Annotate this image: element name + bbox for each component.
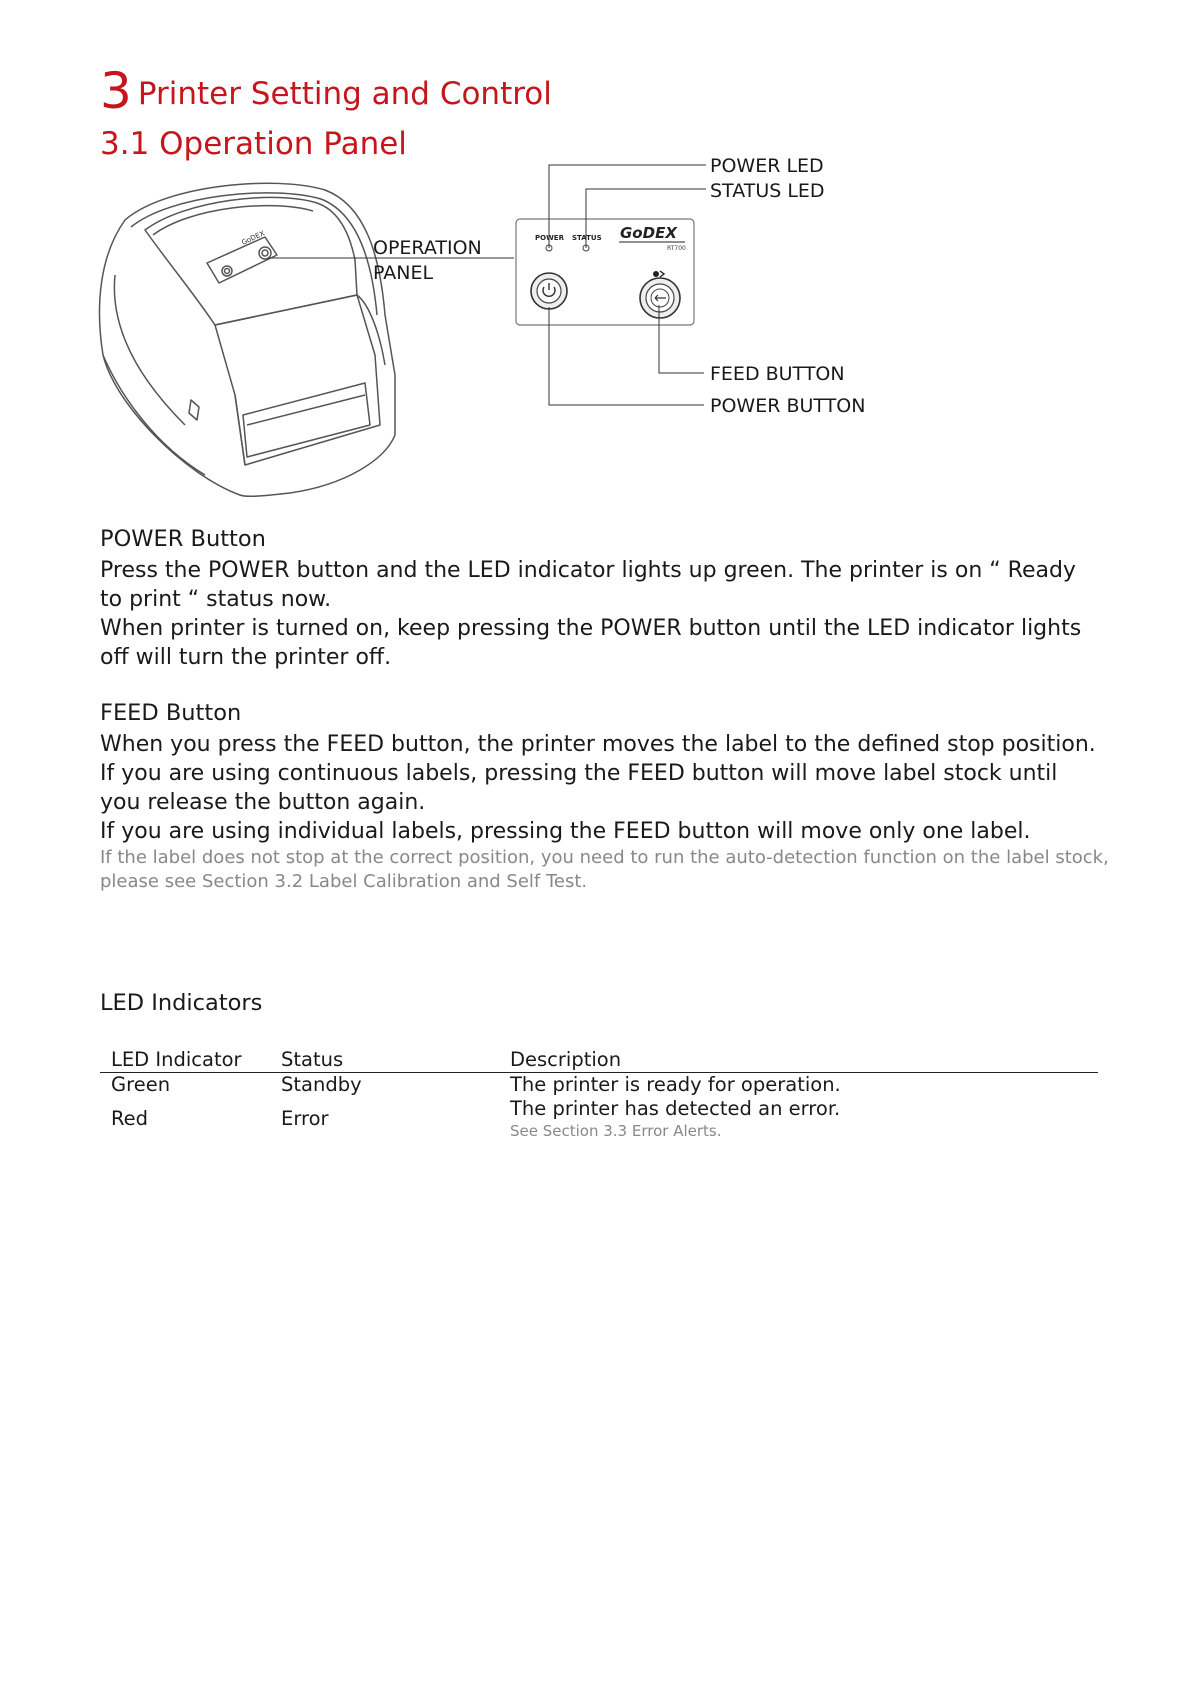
power-button-heading: POWER Button: [100, 526, 266, 552]
power-button-paragraph: When printer is turned on, keep pressing the POWER button until the LED indicator lights off will turn the printer off.: [100, 616, 1082, 670]
table-row-green-indicator: Green: [111, 1073, 171, 1096]
power-button-text: [100, 556, 1100, 672]
callout-power-button: POWER BUTTON: [710, 395, 866, 417]
svg-text:GoDEX: GoDEX: [240, 229, 266, 247]
panel-power-label: POWER: [535, 234, 564, 242]
table-row-red-indicator: Red: [111, 1107, 149, 1130]
panel-brand-logo: GoDEX: [620, 224, 677, 242]
section-title: 3.1 Operation Panel: [100, 126, 407, 162]
callout-leader-lines: [0, 0, 1191, 460]
table-header-status: Status: [281, 1048, 344, 1071]
power-button-paragraph: Press the POWER button and the LED indicator lights up green. The printer is on “ Ready to print “ status now.: [100, 558, 1076, 612]
callout-operation-panel-line1: OPERATION: [373, 237, 482, 259]
table-header-description: Description: [510, 1048, 622, 1071]
callout-operation-panel-line2: PANEL: [373, 262, 434, 284]
table-row-red-description: The printer has detected an error.: [510, 1097, 841, 1120]
feed-button-paragraph: If you are using individual labels, pressing the FEED button will move only one label.: [100, 819, 1031, 844]
feed-button-note: [100, 846, 1110, 894]
table-header-indicator: LED Indicator: [111, 1048, 242, 1071]
feed-button-text: [100, 730, 1100, 846]
table-row-red-note: See Section 3.3 Error Alerts.: [510, 1122, 722, 1140]
table-row-red-status: Error: [281, 1107, 329, 1130]
feed-button-paragraph: If you are using continuous labels, pressing the FEED button will move label stock until you release the button again.: [100, 761, 1058, 815]
feed-button-paragraph: When you press the FEED button, the printer moves the label to the defined stop position.: [100, 732, 1096, 757]
calibration-note: If the label does not stop at the correct position, you need to run the auto-detection function on the label stock, please see Section 3.2 Label Calibration and Self Test.: [100, 847, 1109, 892]
chapter-title-text: Printer Setting and Control: [137, 76, 552, 112]
panel-model-label: RT700: [667, 245, 686, 252]
callout-power-led: POWER LED: [710, 155, 824, 177]
led-indicators-heading: LED Indicators: [100, 990, 263, 1016]
feed-button-heading: FEED Button: [100, 700, 242, 726]
callout-feed-button: FEED BUTTON: [710, 363, 845, 385]
table-row-green-status: Standby: [281, 1073, 362, 1096]
chapter-number: 3: [100, 62, 132, 120]
table-row-green-description: The printer is ready for operation.: [510, 1073, 841, 1096]
callout-status-led: STATUS LED: [710, 180, 825, 202]
panel-status-label: STATUS: [572, 234, 602, 242]
